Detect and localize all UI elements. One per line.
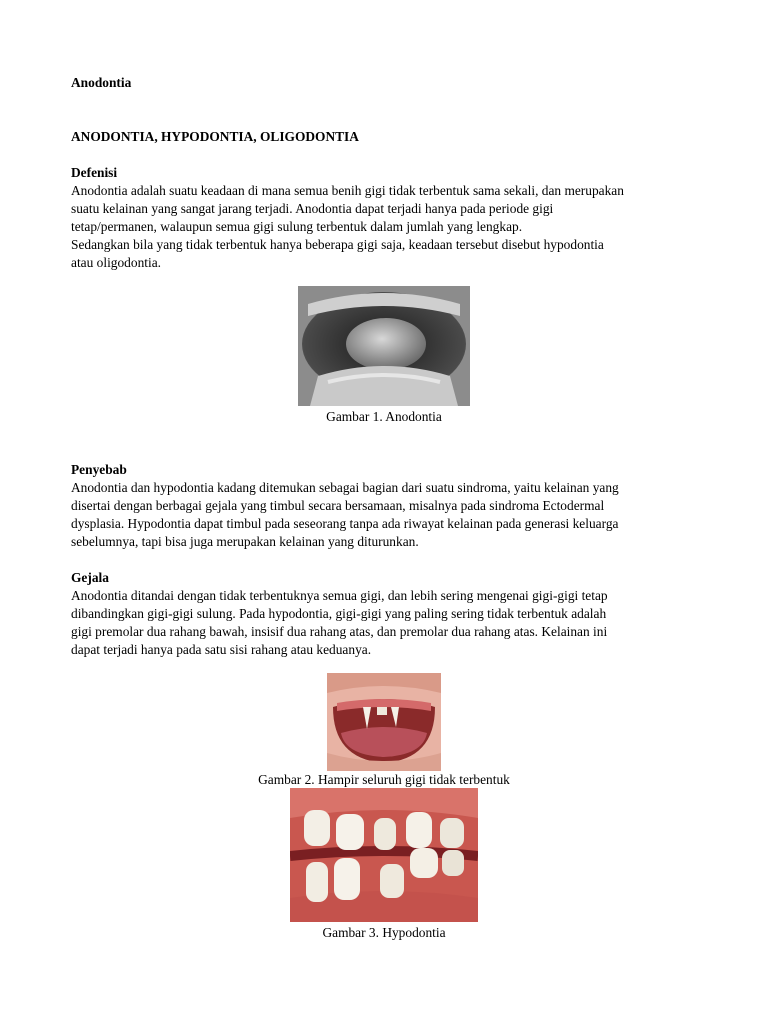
paragraph-line: dibandingkan gigi-gigi sulung. Pada hypodontia, gigi-gigi yang paling sering tidak terbentuk adalah bbox=[71, 606, 607, 621]
figure-1-caption: Gambar 1. Anodontia bbox=[326, 409, 442, 424]
paragraph-line: dapat terjadi hanya pada satu sisi rahang atau keduanya. bbox=[71, 642, 372, 657]
section-heading-defenisi: Defenisi bbox=[71, 165, 118, 180]
paragraph-line: sebelumnya, tapi bisa juga merupakan kelainan yang diturunkan. bbox=[71, 534, 419, 549]
figure-2-caption: Gambar 2. Hampir seluruh gigi tidak terbentuk bbox=[258, 772, 510, 787]
paragraph-line: gigi premolar dua rahang bawah, insisif dua rahang atas, dan premolar dua rahang atas. Kelainan ini bbox=[71, 624, 608, 639]
document-title: Anodontia bbox=[71, 75, 132, 90]
paragraph-line: atau oligodontia. bbox=[71, 255, 161, 270]
paragraph-line: Sedangkan bila yang tidak terbentuk hanya beberapa gigi saja, keadaan tersebut disebut hypodontia bbox=[71, 237, 604, 252]
paragraph-line: Anodontia dan hypodontia kadang ditemukan sebagai bagian dari suatu sindroma, yaitu kelainan yang bbox=[71, 480, 619, 495]
section-heading-gejala: Gejala bbox=[71, 570, 109, 585]
figure-2-mouth-photo bbox=[327, 673, 441, 771]
paragraph-line: suatu kelainan yang sangat jarang terjadi. Anodontia dapat terjadi hanya pada periode gigi bbox=[71, 201, 554, 216]
paragraph-line: Anodontia ditandai dengan tidak terbentuknya semua gigi, dan lebih sering mengenai gigi-gigi tetap bbox=[71, 588, 608, 603]
document-subtitle: ANODONTIA, HYPODONTIA, OLIGODONTIA bbox=[71, 129, 359, 144]
paragraph-line: dysplasia. Hypodontia dapat timbul pada seseorang tanpa ada riwayat kelainan pada generasi keluarga bbox=[71, 516, 619, 531]
section-heading-penyebab: Penyebab bbox=[71, 462, 127, 477]
figure-3-caption: Gambar 3. Hypodontia bbox=[322, 925, 446, 940]
paragraph-line: Anodontia adalah suatu keadaan di mana semua benih gigi tidak terbentuk sama sekali, dan merupakan bbox=[71, 183, 624, 198]
figure-3-hypodontia-photo bbox=[290, 788, 478, 922]
paragraph-line: disertai dengan berbagai gejala yang timbul secara bersamaan, misalnya pada sindroma Ectodermal bbox=[71, 498, 605, 513]
figure-1-anodontia-photo bbox=[298, 286, 470, 406]
paragraph-line: tetap/permanen, walaupun semua gigi sulung terbentuk dalam jumlah yang lengkap. bbox=[71, 219, 523, 234]
